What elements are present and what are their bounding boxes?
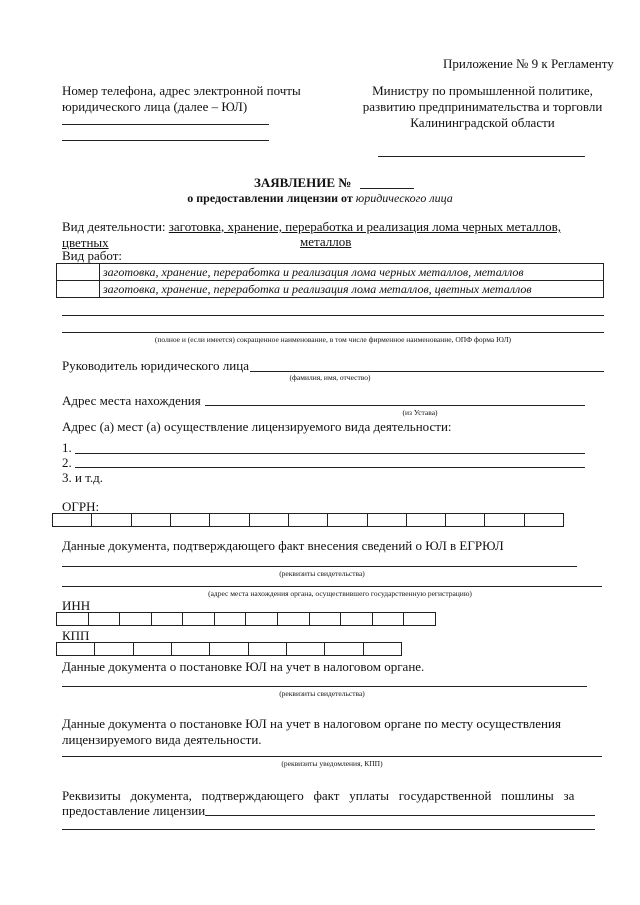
tax-caption: (реквизиты свидетельства) xyxy=(279,689,365,698)
egrul-caption: (реквизиты свидетельства) xyxy=(279,569,365,578)
tax-label: Данные документа о постановке ЮЛ на учет в налоговом органе. xyxy=(62,659,425,674)
tax-place-line-1: Данные документа о постановке ЮЛ на учет в налоговом органе по месту осуществления xyxy=(62,716,561,731)
fee-line-2: предоставление лицензии xyxy=(62,803,206,818)
addressee-line-2: развитию предпринимательства и торговли xyxy=(362,99,603,114)
tax-blank[interactable] xyxy=(62,686,587,687)
kpp-cells[interactable] xyxy=(56,642,402,656)
egrul-label: Данные документа, подтверждающего факт внесения сведений о ЮЛ в ЕГРЮЛ xyxy=(62,538,504,553)
title-sub-plain: о предоставлении лицензии от xyxy=(187,191,356,205)
reg-org-blank[interactable] xyxy=(62,586,602,587)
reg-org-caption: (адрес места нахождения органа, осуществившего государственную регистрацию) xyxy=(208,589,472,598)
fio-caption: (фамилия, имя, отчество) xyxy=(289,373,371,382)
title-sub xyxy=(0,191,640,206)
fee-line-1: Реквизиты документа, подтверждающего факт уплаты государственной пошлины за xyxy=(62,788,575,803)
fee-blank-1[interactable] xyxy=(205,815,595,816)
inn-cells[interactable] xyxy=(56,612,436,626)
works-item-2: заготовка, хранение, переработка и реализация лома металлов, цветных металлов xyxy=(100,281,604,298)
egrul-blank[interactable] xyxy=(62,566,577,567)
location-label: Адрес места нахождения xyxy=(62,393,201,408)
works-item-1: заготовка, хранение, переработка и реализация лома черных металлов, металлов xyxy=(100,264,604,281)
inn-label: ИНН xyxy=(62,598,91,613)
name-blank-2[interactable] xyxy=(62,332,604,333)
fee-blank-2[interactable] xyxy=(62,829,595,830)
location-blank[interactable] xyxy=(205,405,585,406)
works-label: Вид работ: xyxy=(62,248,122,263)
activity-addresses-label: Адрес (а) мест (а) осуществление лицензируемого вида деятельности: xyxy=(62,419,452,434)
addr-1-blank[interactable] xyxy=(75,453,585,454)
addr-2-label: 2. xyxy=(62,455,72,470)
applicant-line-1: Номер телефона, адрес электронной почты xyxy=(62,83,301,98)
addressee-line-1: Министру по промышленной политике, xyxy=(372,83,593,98)
addr-2-blank[interactable] xyxy=(75,467,585,468)
addressee-line-3: Калининградской области xyxy=(410,115,555,130)
addressee-block xyxy=(360,83,605,131)
works-table xyxy=(56,263,604,298)
applicant-blank-1[interactable] xyxy=(62,124,269,125)
works-checkbox-1[interactable] xyxy=(57,264,100,281)
tax-place-line-2: лицензируемого вида деятельности. xyxy=(62,732,262,747)
works-row xyxy=(57,281,604,298)
works-row xyxy=(57,264,604,281)
applicant-block xyxy=(62,83,301,115)
name-blank-1[interactable] xyxy=(62,315,604,316)
addr-3-label: 3. и т.д. xyxy=(62,470,104,485)
title-number-blank[interactable] xyxy=(360,188,414,189)
name-caption: (полное и (если имеется) сокращенное наименование, в том числе фирменное наименование, ОПФ форма ЮЛ) xyxy=(154,335,512,344)
addressee-blank[interactable] xyxy=(378,156,585,157)
activity-label: Вид деятельности: xyxy=(62,219,166,234)
applicant-blank-2[interactable] xyxy=(62,140,269,141)
notice-blank[interactable] xyxy=(62,756,602,757)
title-sub-italic: юридического лица xyxy=(355,191,453,205)
head-blank[interactable] xyxy=(250,371,604,372)
appendix-note: Приложение № 9 к Регламенту xyxy=(443,56,614,71)
head-label: Руководитель юридического лица xyxy=(62,358,249,373)
addr-1-label: 1. xyxy=(62,440,72,455)
ogrn-cells[interactable] xyxy=(52,513,564,527)
activity-value-line-2: металлов xyxy=(300,234,352,249)
applicant-line-2: юридического лица (далее – ЮЛ) xyxy=(62,99,248,114)
title-main: ЗАЯВЛЕНИЕ № xyxy=(254,175,352,190)
charter-caption: (из Устава) xyxy=(402,408,438,417)
kpp-label: КПП xyxy=(62,628,90,643)
ogrn-label: ОГРН: xyxy=(62,499,100,514)
works-checkbox-2[interactable] xyxy=(57,281,100,298)
notice-caption: (реквизиты уведомления, КПП) xyxy=(281,759,383,768)
tax-place-label xyxy=(62,716,607,748)
activity-value: заготовка, хранение, переработка и реализация лома черных металлов, цветных xyxy=(62,219,562,250)
